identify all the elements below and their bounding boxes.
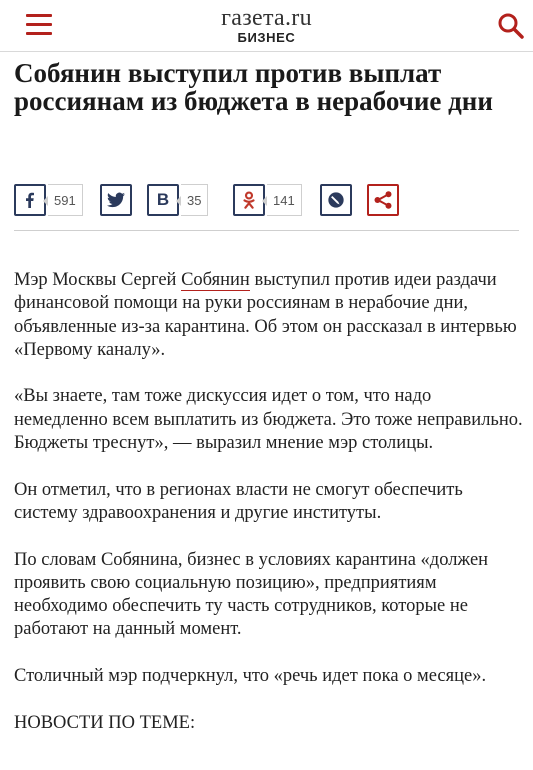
share-more-button[interactable] xyxy=(367,184,399,216)
search-icon[interactable] xyxy=(497,12,525,40)
paragraph-text: Мэр Москвы Сергей xyxy=(14,270,182,290)
vk-glyph: B xyxy=(156,190,170,209)
related-news-heading: НОВОСТИ ПО ТЕМЕ: xyxy=(14,712,196,733)
article-paragraph: Он отметил, что в регионах власти не смогут обеспечить систему здравоохранения и другие институты. xyxy=(14,479,463,523)
site-logo[interactable] xyxy=(0,6,533,45)
vk-icon xyxy=(147,184,179,216)
logo-text: газета.ru xyxy=(221,5,312,31)
person-link-sobyanin[interactable]: Собянин xyxy=(181,270,250,290)
article-paragraph: По словам Собянина, бизнес в условиях карантина «должен проявить свою социальную позицию», предприятиям необходимо обеспечить ту часть сотрудников, которые не работают на данный момент. xyxy=(14,549,489,640)
article-title: Собянин выступил против выплат россиянам из бюджета в нерабочие дни xyxy=(14,58,493,116)
facebook-icon xyxy=(14,184,46,216)
share-odnoklassniki-button[interactable] xyxy=(233,184,302,216)
paragraph-text: выступил против идеи раздачи финансовой помощи на руки россиянам в нерабочие дни, объявленные из-за карантина. Об этом он рассказал в интервью «Первому каналу». xyxy=(14,270,517,360)
twitter-icon xyxy=(100,184,132,216)
share-count: 35 xyxy=(181,184,208,216)
share-facebook-button[interactable] xyxy=(14,184,83,216)
share-count: 141 xyxy=(267,184,302,216)
site-header xyxy=(0,0,533,52)
article-paragraph xyxy=(14,269,529,362)
article-body xyxy=(14,269,529,735)
share-vk-button[interactable] xyxy=(147,184,208,216)
article-paragraph: «Вы знаете, там тоже дискуссия идет о том, что надо немедленно всем выплатить из бюджета. Это тоже неправильно. Бюджеты треснут», — выразил мнение мэр столицы. xyxy=(14,386,523,454)
odnoklassniki-icon xyxy=(233,184,265,216)
article-paragraph: Столичный мэр подчеркнул, что «речь идет пока о месяце». xyxy=(14,666,487,687)
share-twitter-button[interactable] xyxy=(100,184,132,216)
share-livejournal-button[interactable] xyxy=(320,184,352,216)
share-icon xyxy=(367,184,399,216)
livejournal-icon xyxy=(320,184,352,216)
section-label: БИЗНЕС xyxy=(237,30,296,45)
share-count: 591 xyxy=(48,184,83,216)
divider xyxy=(14,230,519,231)
